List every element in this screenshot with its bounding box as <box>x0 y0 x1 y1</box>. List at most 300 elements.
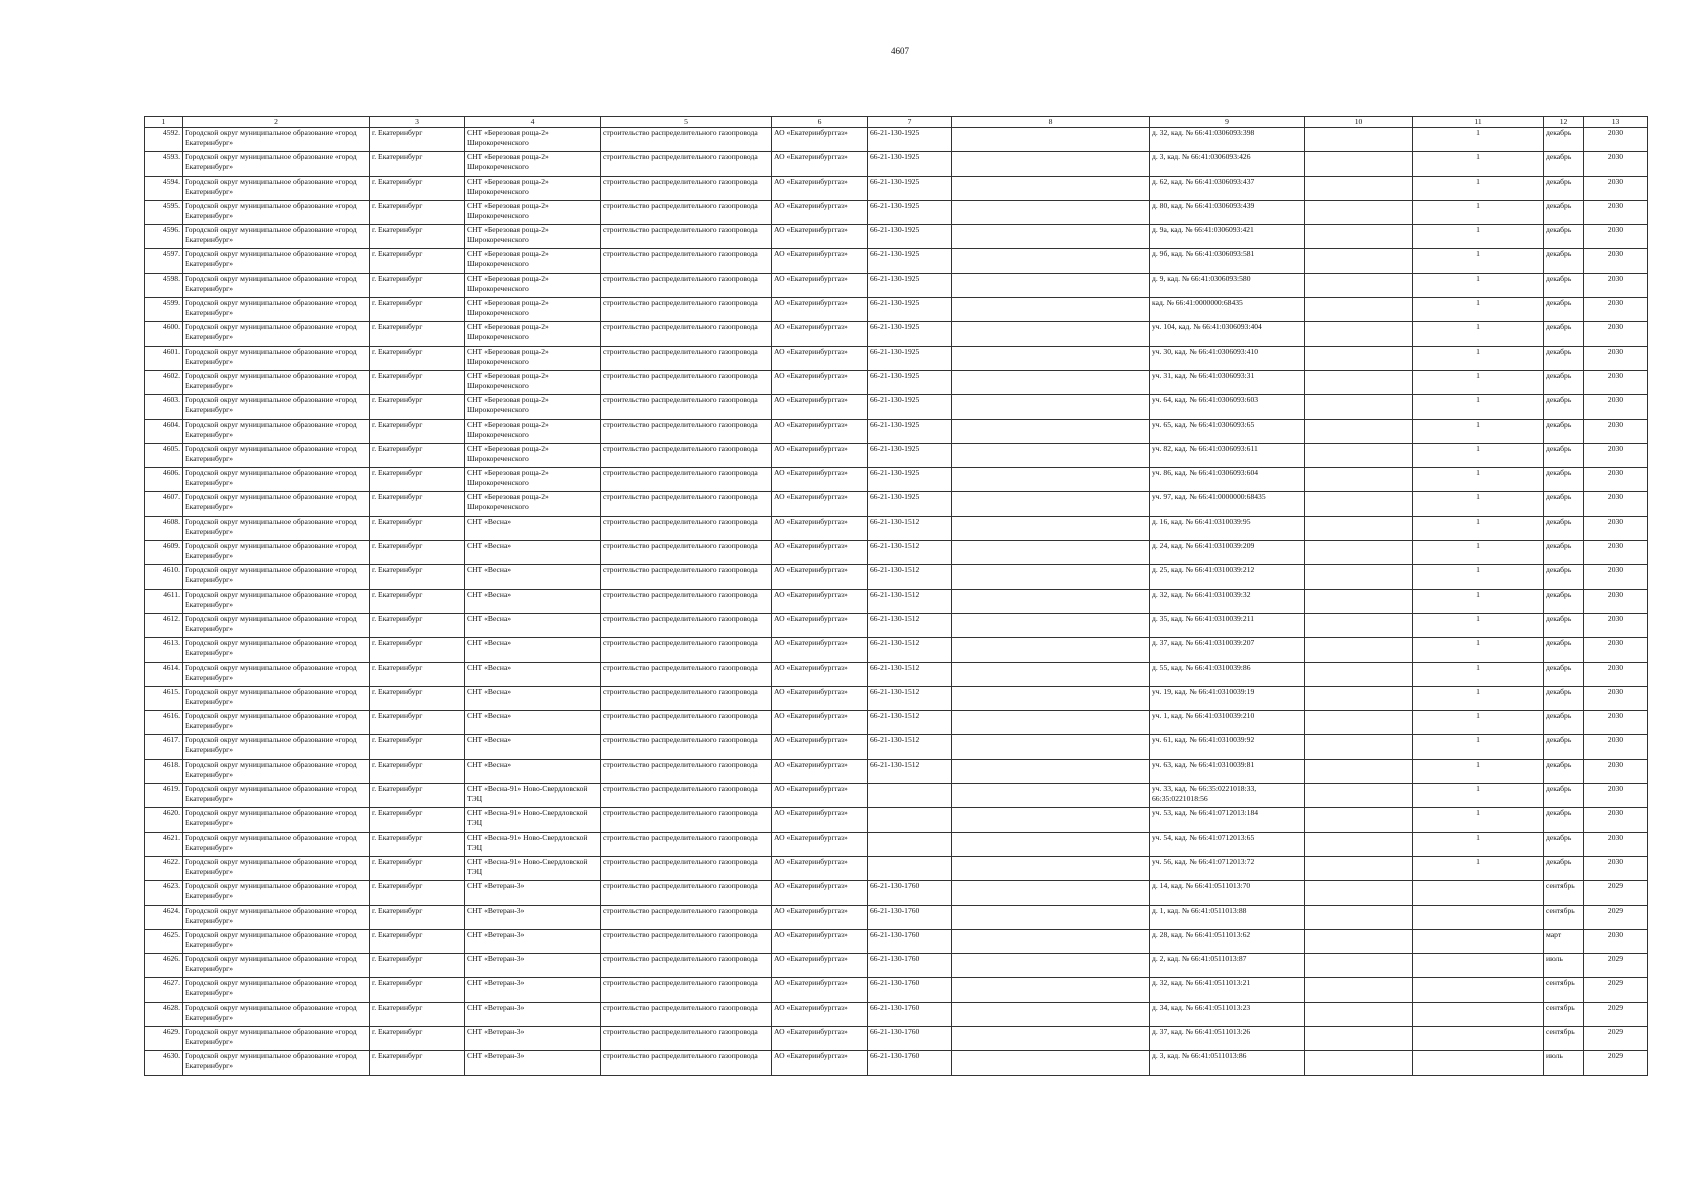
cell-address-cadastral: д. 14, кад. № 66:41:0511013:70 <box>1150 881 1305 905</box>
cell-address-cadastral: д. 32, кад. № 66:41:0511013:21 <box>1150 978 1305 1002</box>
cell-col-10 <box>1305 711 1413 735</box>
cell-snt-name: СНТ «Березовая роща-2» Широкореченского <box>465 492 601 516</box>
table-row <box>145 395 1648 419</box>
cell-quantity: 1 <box>1413 419 1544 443</box>
cell-row-number: 4597. <box>145 249 183 273</box>
cell-municipality: Городской округ муниципальное образование «город Екатеринбург» <box>183 443 370 467</box>
cell-municipality: Городской округ муниципальное образование «город Екатеринбург» <box>183 492 370 516</box>
column-header-4: 4 <box>465 117 601 128</box>
cell-municipality: Городской округ муниципальное образование «город Екатеринбург» <box>183 1002 370 1026</box>
cell-year: 2030 <box>1584 784 1648 808</box>
cell-col-8 <box>952 492 1150 516</box>
cell-year: 2030 <box>1584 419 1648 443</box>
cell-registry-number: 66-21-130-1925 <box>868 152 952 176</box>
cell-registry-number: 66-21-130-1512 <box>868 516 952 540</box>
cell-col-10 <box>1305 249 1413 273</box>
cell-organization: АО «Екатеринбурггаз» <box>772 662 868 686</box>
cell-year: 2029 <box>1584 978 1648 1002</box>
cell-year: 2030 <box>1584 711 1648 735</box>
cell-month: декабрь <box>1544 370 1584 394</box>
cell-year: 2030 <box>1584 492 1648 516</box>
cell-col-10 <box>1305 322 1413 346</box>
cell-col-10 <box>1305 419 1413 443</box>
cell-registry-number: 66-21-130-1760 <box>868 978 952 1002</box>
table-row <box>145 1051 1648 1075</box>
table-row <box>145 735 1648 759</box>
cell-address-cadastral: уч. 97, кад. № 66:41:0000000:68435 <box>1150 492 1305 516</box>
column-header-8: 8 <box>952 117 1150 128</box>
cell-row-number: 4622. <box>145 856 183 880</box>
cell-work-type: строительство распределительного газопровода <box>601 662 772 686</box>
cell-address-cadastral: д. 34, кад. № 66:41:0511013:23 <box>1150 1002 1305 1026</box>
cell-row-number: 4608. <box>145 516 183 540</box>
cell-col-10 <box>1305 176 1413 200</box>
cell-locality: г. Екатеринбург <box>370 1026 465 1050</box>
cell-address-cadastral: д. 2, кад. № 66:41:0511013:87 <box>1150 954 1305 978</box>
table-row <box>145 686 1648 710</box>
cell-registry-number <box>868 832 952 856</box>
cell-row-number: 4620. <box>145 808 183 832</box>
cell-row-number: 4623. <box>145 881 183 905</box>
cell-municipality: Городской округ муниципальное образование «город Екатеринбург» <box>183 856 370 880</box>
cell-row-number: 4610. <box>145 565 183 589</box>
cell-col-10 <box>1305 152 1413 176</box>
cell-quantity <box>1413 929 1544 953</box>
cell-locality: г. Екатеринбург <box>370 929 465 953</box>
cell-registry-number: 66-21-130-1760 <box>868 929 952 953</box>
cell-snt-name: СНТ «Весна-91» Ново-Свердловской ТЭЦ <box>465 808 601 832</box>
cell-municipality: Городской округ муниципальное образование «город Екатеринбург» <box>183 832 370 856</box>
cell-row-number: 4614. <box>145 662 183 686</box>
cell-registry-number: 66-21-130-1760 <box>868 881 952 905</box>
cell-municipality: Городской округ муниципальное образование «город Екатеринбург» <box>183 128 370 152</box>
cell-col-8 <box>952 613 1150 637</box>
cell-work-type: строительство распределительного газопровода <box>601 565 772 589</box>
table-row <box>145 492 1648 516</box>
cell-address-cadastral: уч. 1, кад. № 66:41:0310039:210 <box>1150 711 1305 735</box>
cell-locality: г. Екатеринбург <box>370 249 465 273</box>
table-row <box>145 784 1648 808</box>
cell-row-number: 4592. <box>145 128 183 152</box>
cell-quantity: 1 <box>1413 565 1544 589</box>
cell-registry-number: 66-21-130-1925 <box>868 200 952 224</box>
cell-quantity <box>1413 978 1544 1002</box>
cell-work-type: строительство распределительного газопровода <box>601 443 772 467</box>
cell-locality: г. Екатеринбург <box>370 565 465 589</box>
cell-locality: г. Екатеринбург <box>370 492 465 516</box>
cell-col-10 <box>1305 200 1413 224</box>
column-header-5: 5 <box>601 117 772 128</box>
cell-quantity: 1 <box>1413 638 1544 662</box>
cell-quantity: 1 <box>1413 759 1544 783</box>
cell-organization: АО «Екатеринбурггаз» <box>772 589 868 613</box>
cell-col-10 <box>1305 298 1413 322</box>
cell-col-8 <box>952 468 1150 492</box>
cell-locality: г. Екатеринбург <box>370 346 465 370</box>
table-row <box>145 443 1648 467</box>
cell-address-cadastral: д. 55, кад. № 66:41:0310039:86 <box>1150 662 1305 686</box>
cell-work-type: строительство распределительного газопровода <box>601 176 772 200</box>
cell-organization: АО «Екатеринбурггаз» <box>772 322 868 346</box>
cell-quantity: 1 <box>1413 832 1544 856</box>
cell-row-number: 4625. <box>145 929 183 953</box>
cell-municipality: Городской округ муниципальное образование «город Екатеринбург» <box>183 662 370 686</box>
cell-snt-name: СНТ «Ветеран-3» <box>465 905 601 929</box>
cell-work-type: строительство распределительного газопровода <box>601 370 772 394</box>
cell-row-number: 4593. <box>145 152 183 176</box>
cell-snt-name: СНТ «Весна» <box>465 565 601 589</box>
cell-quantity <box>1413 1002 1544 1026</box>
cell-year: 2030 <box>1584 735 1648 759</box>
cell-col-10 <box>1305 905 1413 929</box>
table-row <box>145 346 1648 370</box>
cell-registry-number: 66-21-130-1512 <box>868 613 952 637</box>
cell-month: июль <box>1544 1051 1584 1075</box>
cell-row-number: 4628. <box>145 1002 183 1026</box>
cell-quantity: 1 <box>1413 273 1544 297</box>
cell-row-number: 4627. <box>145 978 183 1002</box>
cell-municipality: Городской округ муниципальное образование «город Екатеринбург» <box>183 395 370 419</box>
cell-organization: АО «Екатеринбурггаз» <box>772 541 868 565</box>
cell-month: декабрь <box>1544 225 1584 249</box>
cell-municipality: Городской округ муниципальное образование «город Екатеринбург» <box>183 978 370 1002</box>
cell-col-8 <box>952 516 1150 540</box>
cell-address-cadastral: уч. 82, кад. № 66:41:0306093:611 <box>1150 443 1305 467</box>
cell-municipality: Городской округ муниципальное образование «город Екатеринбург» <box>183 808 370 832</box>
cell-registry-number: 66-21-130-1925 <box>868 176 952 200</box>
cell-month: декабрь <box>1544 152 1584 176</box>
cell-organization: АО «Екатеринбурггаз» <box>772 443 868 467</box>
cell-snt-name: СНТ «Березовая роща-2» Широкореченского <box>465 346 601 370</box>
table-row <box>145 978 1648 1002</box>
cell-col-8 <box>952 273 1150 297</box>
cell-snt-name: СНТ «Березовая роща-2» Широкореченского <box>465 419 601 443</box>
cell-organization: АО «Екатеринбурггаз» <box>772 249 868 273</box>
table-row <box>145 711 1648 735</box>
cell-year: 2030 <box>1584 128 1648 152</box>
cell-quantity: 1 <box>1413 249 1544 273</box>
table-row <box>145 929 1648 953</box>
cell-address-cadastral: уч. 64, кад. № 66:41:0306093:603 <box>1150 395 1305 419</box>
cell-col-10 <box>1305 1026 1413 1050</box>
cell-registry-number: 66-21-130-1512 <box>868 759 952 783</box>
cell-month: декабрь <box>1544 128 1584 152</box>
cell-organization: АО «Екатеринбурггаз» <box>772 1026 868 1050</box>
cell-quantity: 1 <box>1413 541 1544 565</box>
cell-col-10 <box>1305 346 1413 370</box>
cell-address-cadastral: д. 37, кад. № 66:41:0511013:26 <box>1150 1026 1305 1050</box>
cell-year: 2030 <box>1584 249 1648 273</box>
cell-registry-number: 66-21-130-1512 <box>868 711 952 735</box>
cell-locality: г. Екатеринбург <box>370 176 465 200</box>
cell-month: декабрь <box>1544 468 1584 492</box>
cell-registry-number: 66-21-130-1925 <box>868 443 952 467</box>
cell-col-10 <box>1305 856 1413 880</box>
cell-col-10 <box>1305 273 1413 297</box>
cell-organization: АО «Екатеринбурггаз» <box>772 1051 868 1075</box>
cell-locality: г. Екатеринбург <box>370 662 465 686</box>
cell-work-type: строительство распределительного газопровода <box>601 273 772 297</box>
cell-locality: г. Екатеринбург <box>370 589 465 613</box>
cell-row-number: 4621. <box>145 832 183 856</box>
cell-col-8 <box>952 298 1150 322</box>
cell-locality: г. Екатеринбург <box>370 856 465 880</box>
cell-quantity <box>1413 905 1544 929</box>
cell-year: 2030 <box>1584 298 1648 322</box>
table-row <box>145 273 1648 297</box>
cell-work-type: строительство распределительного газопровода <box>601 516 772 540</box>
cell-year: 2030 <box>1584 516 1648 540</box>
cell-row-number: 4602. <box>145 370 183 394</box>
cell-work-type: строительство распределительного газопровода <box>601 881 772 905</box>
cell-work-type: строительство распределительного газопровода <box>601 784 772 808</box>
cell-quantity: 1 <box>1413 468 1544 492</box>
cell-col-10 <box>1305 370 1413 394</box>
table-row <box>145 662 1648 686</box>
cell-registry-number: 66-21-130-1925 <box>868 492 952 516</box>
cell-address-cadastral: д. 9б, кад. № 66:41:0306093:581 <box>1150 249 1305 273</box>
cell-municipality: Городской округ муниципальное образование «город Екатеринбург» <box>183 929 370 953</box>
cell-year: 2029 <box>1584 881 1648 905</box>
cell-month: декабрь <box>1544 711 1584 735</box>
cell-year: 2030 <box>1584 370 1648 394</box>
cell-col-8 <box>952 808 1150 832</box>
cell-col-8 <box>952 249 1150 273</box>
cell-municipality: Городской округ муниципальное образование «город Екатеринбург» <box>183 613 370 637</box>
cell-municipality: Городской округ муниципальное образование «город Екатеринбург» <box>183 346 370 370</box>
cell-snt-name: СНТ «Ветеран-3» <box>465 954 601 978</box>
cell-organization: АО «Екатеринбурггаз» <box>772 419 868 443</box>
cell-organization: АО «Екатеринбурггаз» <box>772 929 868 953</box>
cell-quantity: 1 <box>1413 370 1544 394</box>
cell-col-8 <box>952 711 1150 735</box>
cell-row-number: 4626. <box>145 954 183 978</box>
cell-col-8 <box>952 419 1150 443</box>
cell-col-8 <box>952 881 1150 905</box>
cell-registry-number: 66-21-130-1512 <box>868 589 952 613</box>
cell-quantity: 1 <box>1413 856 1544 880</box>
cell-organization: АО «Екатеринбурггаз» <box>772 613 868 637</box>
cell-row-number: 4596. <box>145 225 183 249</box>
cell-snt-name: СНТ «Березовая роща-2» Широкореченского <box>465 468 601 492</box>
cell-month: декабрь <box>1544 856 1584 880</box>
cell-year: 2030 <box>1584 638 1648 662</box>
cell-snt-name: СНТ «Березовая роща-2» Широкореченского <box>465 152 601 176</box>
cell-month: декабрь <box>1544 808 1584 832</box>
cell-quantity: 1 <box>1413 346 1544 370</box>
cell-municipality: Городской округ муниципальное образование «город Екатеринбург» <box>183 711 370 735</box>
table-row <box>145 759 1648 783</box>
cell-col-8 <box>952 443 1150 467</box>
cell-organization: АО «Екатеринбурггаз» <box>772 954 868 978</box>
cell-snt-name: СНТ «Весна» <box>465 516 601 540</box>
table-row <box>145 565 1648 589</box>
cell-snt-name: СНТ «Березовая роща-2» Широкореченского <box>465 298 601 322</box>
cell-month: декабрь <box>1544 589 1584 613</box>
column-header-6: 6 <box>772 117 868 128</box>
cell-locality: г. Екатеринбург <box>370 370 465 394</box>
cell-locality: г. Екатеринбург <box>370 225 465 249</box>
cell-snt-name: СНТ «Березовая роща-2» Широкореченского <box>465 322 601 346</box>
cell-snt-name: СНТ «Весна-91» Ново-Свердловской ТЭЦ <box>465 784 601 808</box>
cell-month: декабрь <box>1544 832 1584 856</box>
cell-row-number: 4607. <box>145 492 183 516</box>
cell-address-cadastral: уч. 65, кад. № 66:41:0306093:65 <box>1150 419 1305 443</box>
cell-col-8 <box>952 176 1150 200</box>
cell-year: 2030 <box>1584 200 1648 224</box>
cell-col-8 <box>952 686 1150 710</box>
cell-registry-number: 66-21-130-1512 <box>868 662 952 686</box>
cell-snt-name: СНТ «Весна» <box>465 711 601 735</box>
cell-row-number: 4604. <box>145 419 183 443</box>
cell-locality: г. Екатеринбург <box>370 322 465 346</box>
cell-work-type: строительство распределительного газопровода <box>601 613 772 637</box>
cell-work-type: строительство распределительного газопровода <box>601 808 772 832</box>
cell-col-10 <box>1305 613 1413 637</box>
cell-col-10 <box>1305 516 1413 540</box>
cell-snt-name: СНТ «Ветеран-3» <box>465 978 601 1002</box>
cell-month: декабрь <box>1544 419 1584 443</box>
cell-col-10 <box>1305 1051 1413 1075</box>
cell-locality: г. Екатеринбург <box>370 419 465 443</box>
cell-registry-number: 66-21-130-1925 <box>868 370 952 394</box>
cell-month: декабрь <box>1544 686 1584 710</box>
cell-municipality: Городской округ муниципальное образование «город Екатеринбург» <box>183 541 370 565</box>
cell-snt-name: СНТ «Весна» <box>465 589 601 613</box>
cell-municipality: Городской округ муниципальное образование «город Екатеринбург» <box>183 1051 370 1075</box>
cell-quantity <box>1413 954 1544 978</box>
table-row <box>145 881 1648 905</box>
cell-municipality: Городской округ муниципальное образование «город Екатеринбург» <box>183 225 370 249</box>
cell-work-type: строительство распределительного газопровода <box>601 395 772 419</box>
cell-locality: г. Екатеринбург <box>370 808 465 832</box>
cell-col-8 <box>952 128 1150 152</box>
cell-year: 2029 <box>1584 954 1648 978</box>
cell-work-type: строительство распределительного газопровода <box>601 638 772 662</box>
cell-quantity: 1 <box>1413 152 1544 176</box>
cell-organization: АО «Екатеринбурггаз» <box>772 711 868 735</box>
cell-snt-name: СНТ «Березовая роща-2» Широкореченского <box>465 225 601 249</box>
table-row <box>145 298 1648 322</box>
cell-month: июль <box>1544 954 1584 978</box>
cell-address-cadastral: д. 1, кад. № 66:41:0511013:88 <box>1150 905 1305 929</box>
cell-col-10 <box>1305 541 1413 565</box>
page-number: 4607 <box>891 46 909 56</box>
cell-col-8 <box>952 905 1150 929</box>
cell-registry-number: 66-21-130-1925 <box>868 468 952 492</box>
cell-work-type: строительство распределительного газопровода <box>601 322 772 346</box>
cell-locality: г. Екатеринбург <box>370 1002 465 1026</box>
cell-col-10 <box>1305 735 1413 759</box>
cell-col-10 <box>1305 638 1413 662</box>
cell-year: 2030 <box>1584 443 1648 467</box>
cell-registry-number: 66-21-130-1925 <box>868 225 952 249</box>
cell-snt-name: СНТ «Березовая роща-2» Широкореченского <box>465 249 601 273</box>
cell-snt-name: СНТ «Ветеран-3» <box>465 1002 601 1026</box>
cell-locality: г. Екатеринбург <box>370 298 465 322</box>
cell-year: 2030 <box>1584 613 1648 637</box>
cell-address-cadastral: уч. 63, кад. № 66:41:0310039:81 <box>1150 759 1305 783</box>
cell-registry-number: 66-21-130-1512 <box>868 541 952 565</box>
cell-snt-name: СНТ «Березовая роща-2» Широкореченского <box>465 176 601 200</box>
cell-address-cadastral: д. 28, кад. № 66:41:0511013:62 <box>1150 929 1305 953</box>
cell-work-type: строительство распределительного газопровода <box>601 711 772 735</box>
cell-month: декабрь <box>1544 443 1584 467</box>
cell-snt-name: СНТ «Березовая роща-2» Широкореченского <box>465 443 601 467</box>
cell-municipality: Городской округ муниципальное образование «город Екатеринбург» <box>183 881 370 905</box>
cell-locality: г. Екатеринбург <box>370 832 465 856</box>
cell-snt-name: СНТ «Березовая роща-2» Широкореченского <box>465 200 601 224</box>
cell-organization: АО «Екатеринбурггаз» <box>772 128 868 152</box>
cell-col-10 <box>1305 832 1413 856</box>
cell-address-cadastral: д. 3, кад. № 66:41:0511013:86 <box>1150 1051 1305 1075</box>
cell-quantity: 1 <box>1413 395 1544 419</box>
cell-snt-name: СНТ «Березовая роща-2» Широкореченского <box>465 128 601 152</box>
cell-municipality: Городской округ муниципальное образование «город Екатеринбург» <box>183 152 370 176</box>
cell-month: декабрь <box>1544 735 1584 759</box>
cell-quantity: 1 <box>1413 225 1544 249</box>
cell-snt-name: СНТ «Ветеран-3» <box>465 929 601 953</box>
cell-year: 2030 <box>1584 152 1648 176</box>
cell-municipality: Городской округ муниципальное образование «город Екатеринбург» <box>183 298 370 322</box>
cell-address-cadastral: уч. 61, кад. № 66:41:0310039:92 <box>1150 735 1305 759</box>
cell-snt-name: СНТ «Весна» <box>465 662 601 686</box>
cell-row-number: 4613. <box>145 638 183 662</box>
cell-col-8 <box>952 370 1150 394</box>
cell-year: 2030 <box>1584 176 1648 200</box>
cell-quantity: 1 <box>1413 176 1544 200</box>
cell-quantity: 1 <box>1413 443 1544 467</box>
cell-registry-number: 66-21-130-1760 <box>868 1002 952 1026</box>
column-header-2: 2 <box>183 117 370 128</box>
column-header-12: 12 <box>1544 117 1584 128</box>
cell-col-8 <box>952 152 1150 176</box>
cell-col-10 <box>1305 225 1413 249</box>
cell-col-10 <box>1305 808 1413 832</box>
cell-locality: г. Екатеринбург <box>370 735 465 759</box>
cell-work-type: строительство распределительного газопровода <box>601 152 772 176</box>
cell-col-8 <box>952 978 1150 1002</box>
cell-col-8 <box>952 200 1150 224</box>
header-row <box>145 117 1648 128</box>
cell-locality: г. Екатеринбург <box>370 686 465 710</box>
cell-address-cadastral: кад. № 66:41:0000000:68435 <box>1150 298 1305 322</box>
cell-work-type: строительство распределительного газопровода <box>601 468 772 492</box>
cell-locality: г. Екатеринбург <box>370 1051 465 1075</box>
cell-municipality: Городской округ муниципальное образование «город Екатеринбург» <box>183 322 370 346</box>
cell-work-type: строительство распределительного газопровода <box>601 346 772 370</box>
cell-row-number: 4617. <box>145 735 183 759</box>
cell-municipality: Городской округ муниципальное образование «город Екатеринбург» <box>183 176 370 200</box>
cell-col-8 <box>952 759 1150 783</box>
cell-organization: АО «Екатеринбурггаз» <box>772 881 868 905</box>
cell-month: сентябрь <box>1544 1002 1584 1026</box>
table-row <box>145 370 1648 394</box>
cell-quantity: 1 <box>1413 808 1544 832</box>
cell-organization: АО «Екатеринбурггаз» <box>772 638 868 662</box>
cell-snt-name: СНТ «Ветеран-3» <box>465 1026 601 1050</box>
cell-col-8 <box>952 662 1150 686</box>
cell-registry-number: 66-21-130-1925 <box>868 128 952 152</box>
cell-registry-number: 66-21-130-1925 <box>868 395 952 419</box>
cell-organization: АО «Екатеринбурггаз» <box>772 468 868 492</box>
cell-row-number: 4616. <box>145 711 183 735</box>
cell-col-10 <box>1305 1002 1413 1026</box>
cell-snt-name: СНТ «Ветеран-3» <box>465 881 601 905</box>
table-row <box>145 176 1648 200</box>
cell-municipality: Городской округ муниципальное образование «город Екатеринбург» <box>183 565 370 589</box>
cell-month: декабрь <box>1544 613 1584 637</box>
